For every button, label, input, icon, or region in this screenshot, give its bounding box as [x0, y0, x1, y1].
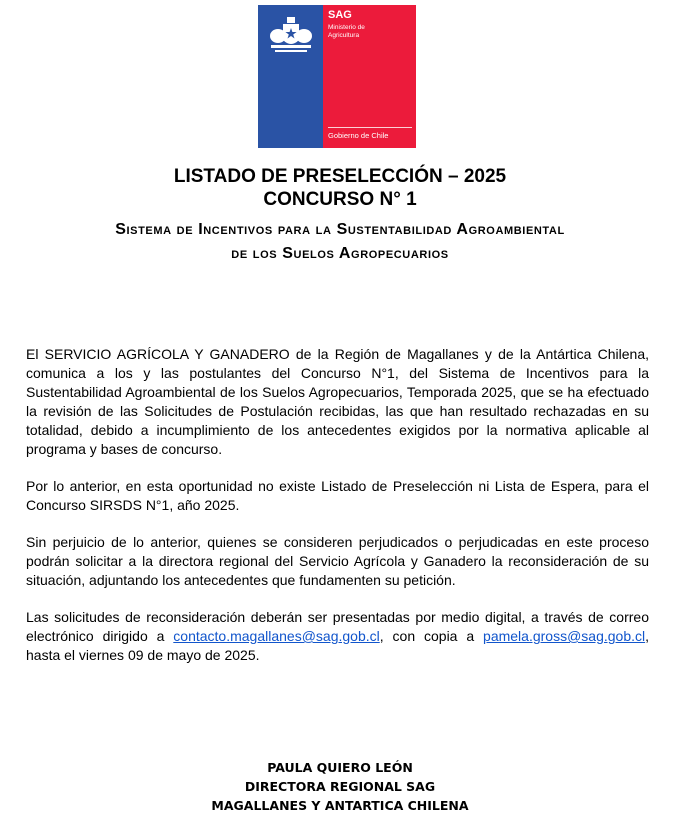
paragraph-no-list: Por lo anterior, en esta oportunidad no existe Listado de Preselección ni Lista de Espera, para el Concurso SIRSDS N°1, año 2025.	[26, 478, 649, 513]
paragraph-reconsideration: Sin perjuicio de lo anterior, quienes se consideren perjudicados o perjudicadas en este proceso podrán solicitar a la directora regional del Servicio Agrícola y Ganadero la reconsideración de su situación, adjuntando los antecedentes que fundamenten su petición.	[26, 534, 649, 588]
logo-agency-name: SAG	[328, 9, 352, 21]
logo-red-panel	[323, 5, 416, 148]
paragraph-announcement: El SERVICIO AGRÍCOLA Y GANADERO de la Región de Magallanes y de la Antártica Chilena, comunica a los y las postulantes del Concurso N°1, del Sistema de Incentivos para la Sustentabilidad Agroambiental de los Suelos Agropecuarios, Temporada 2025, que se ha efectuado la revisión de las Solicitudes de Postulación recibidas, las que han resultado rechazadas en su totalidad, debido a incumplimiento de los antecedentes exigidos por la normativa aplicable al programa y bases de concurso.	[26, 346, 649, 457]
program-name-line2: de los Suelos Agropecuarios	[231, 245, 449, 262]
sag-logo	[258, 5, 416, 148]
contest-number: CONCURSO N° 1	[263, 189, 417, 210]
signatory-position: DIRECTORA REGIONAL SAG	[244, 779, 436, 794]
logo-ministry-line1: Ministerio de	[328, 24, 365, 31]
paragraph-submission	[26, 608, 649, 665]
document-title: LISTADO DE PRESELECCIÓN – 2025	[173, 166, 507, 187]
logo-ministry-line2: Agricultura	[328, 32, 360, 39]
copy-email-link[interactable]: pamela.gross@sag.gob.cl	[483, 628, 646, 644]
contact-email-link[interactable]: contacto.magallanes@sag.gob.cl	[173, 628, 380, 644]
submission-text-a: Las solicitudes de reconsideración deberán ser presentadas por medio digital, a través de correo electrónico dirigido a	[26, 609, 649, 644]
submission-text-b: , con copia a	[379, 628, 484, 644]
coat-of-arms-icon	[265, 14, 317, 54]
program-name-line1: Sistema de Incentivos para la Sustentabilidad Agroambiental	[115, 221, 565, 238]
logo-blue-panel	[258, 5, 323, 148]
signatory-region: MAGALLANES Y ANTARTICA CHILENA	[211, 798, 469, 813]
logo-divider	[328, 127, 412, 128]
logo-ministry	[328, 24, 365, 40]
logo-government: Gobierno de Chile	[328, 131, 389, 140]
submission-text-c: , hasta el viernes 09 de mayo de 2025.	[26, 628, 649, 663]
signatory-name: PAULA QUIERO LEÓN	[267, 760, 413, 775]
